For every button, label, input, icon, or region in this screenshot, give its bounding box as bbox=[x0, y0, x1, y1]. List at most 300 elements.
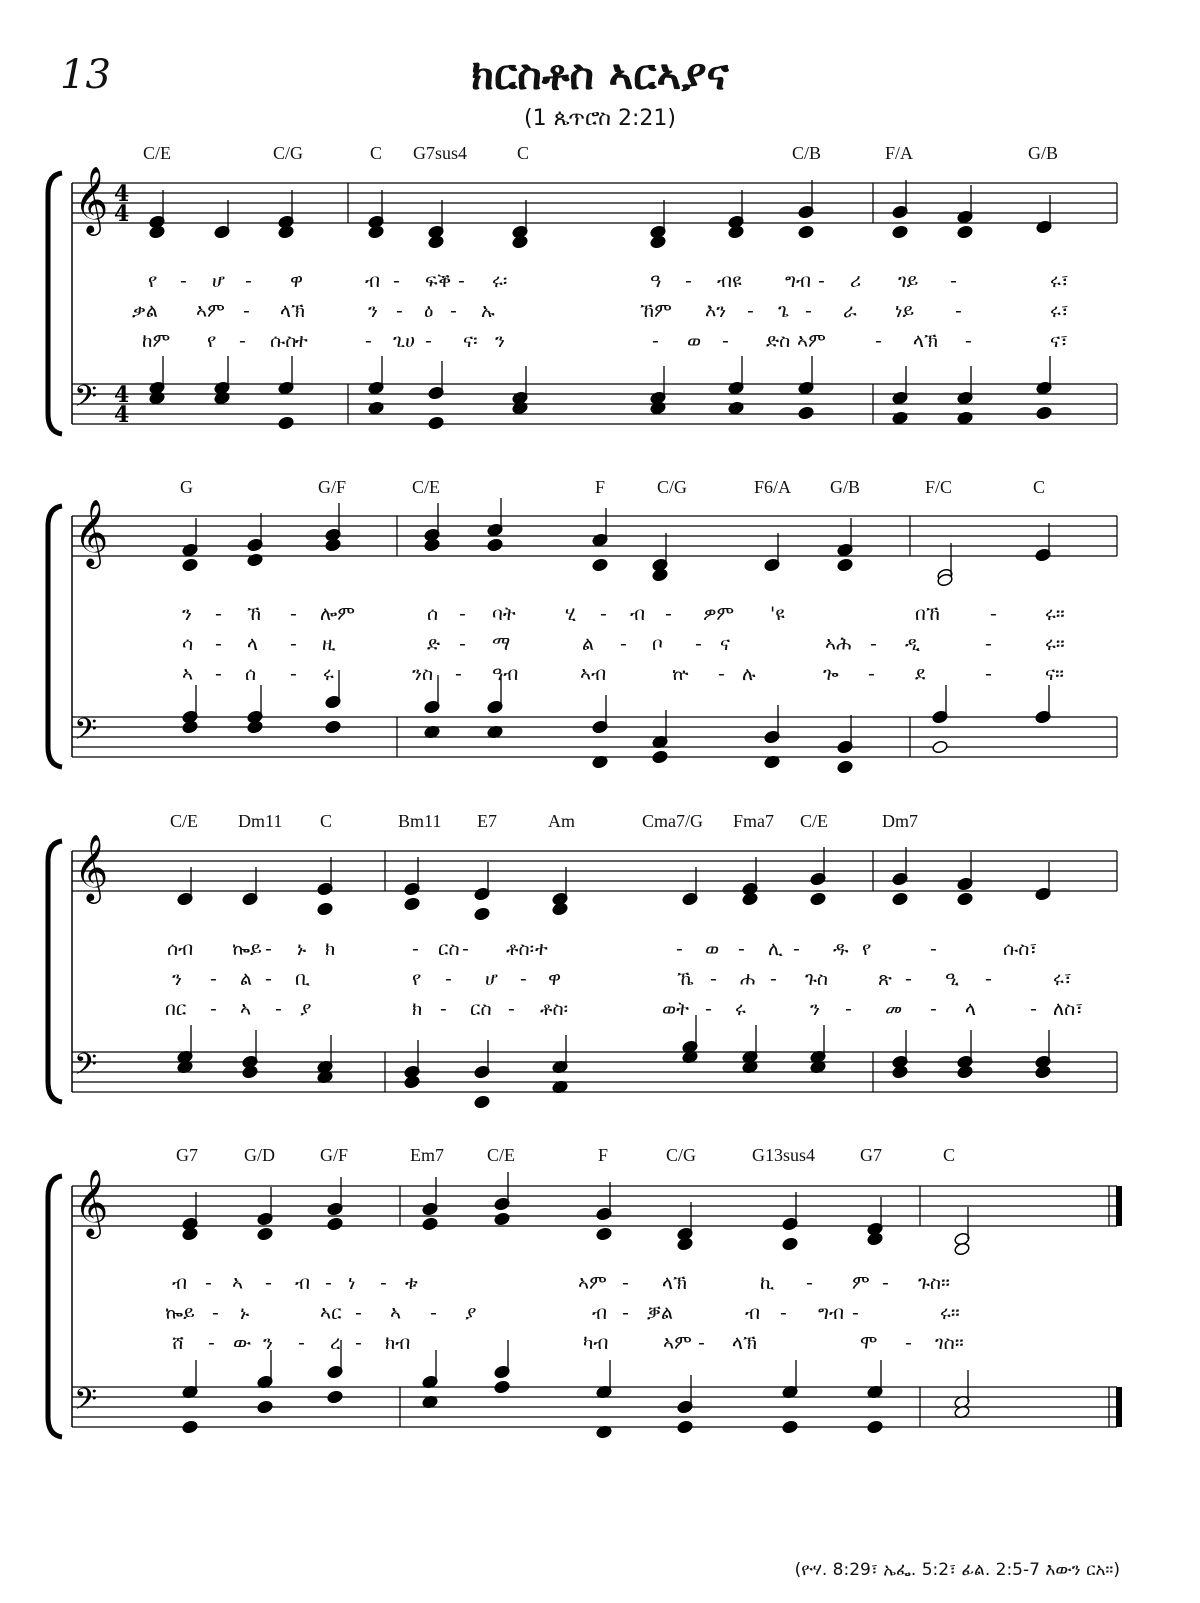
verse-3-syllable: - bbox=[455, 663, 462, 685]
treble-notehead bbox=[954, 1242, 971, 1256]
bass-notehead bbox=[257, 1400, 274, 1414]
bass-notehead bbox=[247, 720, 264, 734]
bass-notehead bbox=[677, 1420, 694, 1434]
treble-notehead bbox=[278, 225, 295, 239]
verse-3-syllable: - bbox=[705, 998, 712, 1020]
system-bracket bbox=[48, 173, 62, 434]
verse-2-syllable: ማ bbox=[492, 633, 511, 655]
treble-notehead bbox=[368, 225, 385, 239]
verse-3-syllable: - bbox=[1030, 998, 1037, 1020]
verse-1-syllable: ን bbox=[182, 603, 192, 625]
verse-1-syllable: - bbox=[676, 938, 683, 960]
verse-3-syllable: - bbox=[875, 330, 882, 352]
verse-1-syllable: ም bbox=[852, 1272, 870, 1294]
final-barline bbox=[1116, 1186, 1122, 1226]
verse-2-syllable: ላ bbox=[247, 633, 259, 655]
verse-1-syllable: - bbox=[393, 270, 400, 292]
treble-notehead bbox=[428, 235, 445, 249]
chord-symbol: G/B bbox=[1028, 143, 1059, 163]
bass-notehead bbox=[242, 1065, 259, 1079]
verse-1-syllable: ሂ bbox=[565, 603, 577, 625]
footer-reference: (ዮሃ. 8:29፣ ኤፌ. 5:2፣ ፊል. 2:5-7 እውን ርአ።) bbox=[794, 1560, 1120, 1580]
time-signature-numerator: 4 bbox=[114, 181, 130, 207]
hymn-number: 13 bbox=[60, 52, 111, 98]
verse-3-syllable: - bbox=[275, 998, 282, 1020]
verse-2-syllable: ሩ። bbox=[940, 1302, 960, 1324]
verse-3-syllable: ና፡ bbox=[463, 330, 478, 352]
verse-1-syllable: ክ bbox=[325, 938, 336, 960]
verse-2-syllable: እን bbox=[705, 300, 727, 322]
verse-3-syllable: ን bbox=[810, 998, 820, 1020]
verse-1-syllable: - bbox=[412, 938, 419, 960]
bass-notehead bbox=[327, 1390, 344, 1404]
time-signature-denominator: 4 bbox=[114, 201, 130, 227]
treble-notehead bbox=[892, 892, 909, 906]
chord-symbol: C bbox=[1033, 477, 1046, 497]
chord-symbol: C bbox=[517, 143, 530, 163]
verse-2-syllable: - bbox=[985, 968, 992, 990]
verse-3-syllable: ገስ። bbox=[935, 1332, 964, 1354]
bass-notehead bbox=[837, 760, 854, 774]
chord-symbol: C/E bbox=[800, 811, 829, 831]
verse-1-syllable: ኸ bbox=[247, 603, 262, 625]
verse-2-syllable: - bbox=[215, 633, 222, 655]
treble-notehead bbox=[494, 1212, 511, 1226]
verse-3-syllable: ኣም bbox=[663, 1332, 692, 1354]
bass-notehead bbox=[149, 391, 166, 405]
verse-1-syllable: ዎም bbox=[703, 603, 735, 625]
verse-3-syllable: ለስ፣ bbox=[1053, 998, 1084, 1020]
chord-symbol: C/G bbox=[657, 477, 688, 497]
verse-1-syllable: ርስ bbox=[438, 938, 460, 960]
bass-notehead bbox=[892, 411, 909, 425]
verse-1-syllable: - bbox=[458, 270, 465, 292]
verse-1-syllable: ኣ bbox=[232, 1272, 244, 1294]
verse-1-syllable: ዋ bbox=[290, 270, 304, 292]
verse-2-syllable: ያ bbox=[465, 1302, 477, 1324]
verse-3-syllable: ወት bbox=[662, 998, 689, 1020]
chord-symbol: C/G bbox=[273, 143, 304, 163]
treble-clef-icon: 𝄞 bbox=[74, 1168, 109, 1236]
chord-symbol: C bbox=[943, 1145, 956, 1165]
verse-3-syllable: ሰ bbox=[245, 663, 257, 685]
chord-symbol: G7 bbox=[860, 1145, 882, 1165]
verse-1-syllable: ነ bbox=[348, 1272, 356, 1294]
verse-2-syllable: ቢ bbox=[295, 968, 310, 990]
verse-3-syllable: ኣ bbox=[182, 663, 194, 685]
verse-2-syllable: ራ bbox=[843, 300, 857, 322]
verse-3-syllable: - bbox=[365, 330, 372, 352]
treble-notehead bbox=[512, 235, 529, 249]
treble-notehead bbox=[182, 1227, 199, 1241]
verse-1-syllable: ሩ፡ bbox=[492, 270, 508, 292]
verse-2-syllable: ጌ bbox=[778, 300, 790, 322]
verse-1-syllable: ሊ bbox=[768, 938, 783, 960]
verse-3-syllable: ተ bbox=[295, 330, 308, 352]
bass-notehead bbox=[1036, 406, 1053, 420]
verse-1-syllable: ኣም bbox=[578, 1272, 607, 1294]
verse-3-syllable: ና፣ bbox=[1050, 330, 1068, 352]
chord-symbol: G7 bbox=[176, 1145, 198, 1165]
treble-notehead bbox=[247, 553, 264, 567]
bass-notehead bbox=[278, 416, 295, 430]
verse-1-syllable: - bbox=[930, 938, 937, 960]
system-bracket bbox=[48, 841, 62, 1102]
verse-3-syllable: ካብ bbox=[583, 1332, 609, 1354]
treble-notehead bbox=[798, 225, 815, 239]
time-signature-numerator: 4 bbox=[114, 382, 130, 408]
treble-clef-icon: 𝄞 bbox=[74, 498, 109, 566]
verse-1-syllable: - bbox=[950, 270, 957, 292]
verse-3-syllable: ያ bbox=[300, 998, 312, 1020]
treble-clef-icon: 𝄞 bbox=[74, 833, 109, 901]
verse-3-syllable: መ bbox=[885, 998, 903, 1020]
treble-notehead bbox=[552, 902, 569, 916]
chord-symbol: C/E bbox=[487, 1145, 516, 1165]
chord-symbol: F bbox=[598, 1145, 609, 1165]
verse-3-syllable: - bbox=[215, 663, 222, 685]
verse-3-syllable: በር bbox=[165, 998, 187, 1020]
bass-clef-icon: 𝄢 bbox=[74, 1383, 98, 1424]
bass-clef-icon: 𝄢 bbox=[74, 713, 98, 754]
verse-3-syllable: ን bbox=[495, 330, 505, 352]
verse-2-syllable: ዕ bbox=[424, 300, 434, 322]
chord-symbol: Em7 bbox=[410, 1145, 444, 1165]
verse-3-syllable: ክ bbox=[412, 998, 423, 1020]
chord-symbol: F/C bbox=[925, 477, 953, 497]
treble-notehead bbox=[592, 558, 609, 572]
treble-notehead bbox=[404, 897, 421, 911]
verse-1-syllable: ሰብ bbox=[167, 938, 194, 960]
verse-2-syllable: ል bbox=[582, 633, 595, 655]
verse-3-syllable: ኣ bbox=[240, 998, 252, 1020]
verse-2-syllable: - bbox=[852, 1302, 859, 1324]
verse-1-syllable: ቱ bbox=[405, 1272, 418, 1294]
chord-symbol: F bbox=[595, 477, 606, 497]
verse-3-syllable: ኣብ bbox=[580, 663, 607, 685]
bass-notehead bbox=[892, 1065, 909, 1079]
chord-symbol: Fma7 bbox=[733, 811, 775, 831]
treble-notehead bbox=[810, 892, 827, 906]
verse-2-syllable: ል bbox=[240, 968, 253, 990]
chord-symbol: C/E bbox=[412, 477, 441, 497]
verse-3-syllable: ን bbox=[263, 1332, 273, 1354]
verse-1-syllable: - bbox=[818, 270, 825, 292]
verse-2-syllable: - bbox=[805, 300, 812, 322]
verse-3-syllable: - bbox=[698, 1332, 705, 1354]
verse-3-syllable: ጊሀ bbox=[393, 330, 416, 352]
verse-3-syllable: - bbox=[290, 663, 297, 685]
treble-clef-icon: 𝄞 bbox=[74, 165, 109, 233]
system-bracket bbox=[48, 1176, 62, 1437]
verse-2-syllable: ዲ bbox=[905, 633, 921, 655]
verse-1-syllable: - bbox=[665, 603, 672, 625]
verse-2-syllable: - bbox=[747, 300, 754, 322]
verse-2-syllable: - bbox=[520, 968, 527, 990]
verse-1-syllable: 'ዩ bbox=[770, 603, 785, 625]
treble-notehead bbox=[650, 235, 667, 249]
treble-notehead bbox=[424, 538, 441, 552]
chord-symbol: E7 bbox=[477, 811, 497, 831]
verse-2-syllable: - bbox=[870, 633, 877, 655]
treble-notehead bbox=[325, 538, 342, 552]
verse-3-syllable: ደ bbox=[915, 663, 926, 685]
verse-2-syllable: - bbox=[445, 968, 452, 990]
verse-2-syllable: ሩ፣ bbox=[1050, 300, 1069, 322]
verse-2-syllable: ብ bbox=[745, 1302, 761, 1324]
verse-3-syllable: - bbox=[440, 998, 447, 1020]
verse-2-syllable: ነይ bbox=[895, 300, 915, 322]
system-bracket bbox=[48, 506, 62, 767]
bass-notehead bbox=[182, 1420, 199, 1434]
verse-1-syllable: በኸ bbox=[915, 603, 941, 625]
verse-2-syllable: - bbox=[985, 633, 992, 655]
verse-2-syllable: ኣ bbox=[390, 1302, 402, 1324]
bass-notehead bbox=[782, 1420, 799, 1434]
verse-2-syllable: - bbox=[770, 968, 777, 990]
verse-2-syllable: - bbox=[622, 1302, 629, 1324]
bass-notehead bbox=[728, 401, 745, 415]
verse-2-syllable: ኰይ bbox=[165, 1302, 195, 1324]
verse-2-syllable: ቓል bbox=[647, 1302, 674, 1324]
verse-1-syllable: ኪ bbox=[760, 1272, 775, 1294]
treble-notehead bbox=[327, 1217, 344, 1231]
chord-symbol: G/F bbox=[320, 1145, 349, 1165]
verse-3-syllable: ወ bbox=[687, 330, 702, 352]
verse-3-syllable: ቶስ፡ bbox=[540, 998, 569, 1020]
verse-1-syllable: - bbox=[180, 270, 187, 292]
treble-notehead bbox=[652, 568, 669, 582]
bass-notehead bbox=[798, 406, 815, 420]
verse-3-syllable: ጐ bbox=[823, 663, 839, 685]
verse-1-syllable: - bbox=[265, 938, 272, 960]
bass-notehead bbox=[932, 740, 949, 754]
chord-symbol: Cma7/G bbox=[642, 811, 703, 831]
chord-symbol: G/B bbox=[830, 477, 861, 497]
treble-notehead bbox=[596, 1227, 613, 1241]
verse-1-syllable: ጉስ። bbox=[918, 1272, 950, 1294]
chord-symbol: F/A bbox=[885, 143, 914, 163]
verse-1-syllable: ገይ bbox=[898, 270, 919, 292]
verse-2-syllable: ዋ bbox=[548, 968, 562, 990]
verse-2-syllable: ቃል bbox=[132, 300, 158, 322]
bass-clef-icon: 𝄢 bbox=[74, 1048, 98, 1089]
verse-1-syllable: ባት bbox=[492, 603, 516, 625]
treble-notehead bbox=[422, 1217, 439, 1231]
treble-notehead bbox=[742, 892, 759, 906]
verse-2-syllable: ግብ bbox=[818, 1302, 845, 1324]
treble-notehead bbox=[728, 225, 745, 239]
time-signature-denominator: 4 bbox=[114, 402, 130, 428]
chord-symbol: C/E bbox=[143, 143, 172, 163]
verse-1-syllable: ሱስ፣ bbox=[1003, 938, 1038, 960]
verse-1-syllable: ብ bbox=[172, 1272, 188, 1294]
verse-2-syllable: - bbox=[210, 968, 217, 990]
verse-1-syllable: ሪ bbox=[850, 270, 862, 292]
bass-notehead bbox=[368, 401, 385, 415]
verse-2-syllable: ኑ bbox=[240, 1302, 250, 1324]
verse-3-syllable: - bbox=[652, 330, 659, 352]
verse-2-syllable: ኣር bbox=[320, 1302, 342, 1324]
bass-notehead bbox=[650, 401, 667, 415]
verse-1-syllable: - bbox=[462, 938, 469, 960]
bass-notehead bbox=[652, 750, 669, 764]
verse-3-syllable: ንስ bbox=[412, 663, 434, 685]
verse-1-syllable: ቶስ፡ bbox=[506, 938, 535, 960]
treble-notehead bbox=[677, 1237, 694, 1251]
verse-3-syllable: - bbox=[845, 998, 852, 1020]
verse-2-syllable: ኡ bbox=[481, 300, 495, 322]
verse-3-syllable: - bbox=[355, 1332, 362, 1354]
verse-2-syllable: ን bbox=[368, 300, 378, 322]
final-barline bbox=[1116, 1387, 1122, 1427]
verse-3-syllable: - bbox=[868, 663, 875, 685]
verse-3-syllable: - bbox=[985, 663, 992, 685]
verse-2-syllable: ኸም bbox=[640, 300, 672, 322]
chord-symbol: C bbox=[370, 143, 383, 163]
verse-1-syllable: ፍቕ bbox=[425, 270, 452, 292]
chord-symbol: C/G bbox=[666, 1145, 697, 1165]
verse-1-syllable: ብ bbox=[365, 270, 381, 292]
verse-2-syllable: ኣም bbox=[196, 300, 225, 322]
verse-1-syllable: ላኽ bbox=[662, 1272, 687, 1294]
verse-3-syllable: ርስ bbox=[470, 998, 492, 1020]
treble-notehead bbox=[782, 1237, 799, 1251]
verse-3-syllable: ሩ bbox=[735, 998, 746, 1020]
verse-2-syllable: - bbox=[459, 633, 466, 655]
bass-notehead bbox=[957, 411, 974, 425]
verse-2-syllable: ኼ bbox=[677, 968, 694, 990]
verse-3-syllable: - bbox=[718, 663, 725, 685]
bass-notehead bbox=[957, 1065, 974, 1079]
verse-3-syllable: ኵ bbox=[672, 663, 689, 685]
treble-notehead bbox=[957, 225, 974, 239]
verse-2-syllable: ብ bbox=[592, 1302, 608, 1324]
verse-1-syllable: ሎም bbox=[320, 603, 355, 625]
verse-3-syllable: - bbox=[239, 330, 246, 352]
bass-notehead bbox=[182, 720, 199, 734]
verse-3-syllable: ላ bbox=[965, 998, 977, 1020]
treble-notehead bbox=[892, 225, 909, 239]
verse-1-syllable: - bbox=[882, 1272, 889, 1294]
verse-1-syllable: - bbox=[215, 603, 222, 625]
verse-1-syllable: - bbox=[459, 603, 466, 625]
verse-1-syllable: - bbox=[265, 1272, 272, 1294]
verse-3-syllable: - bbox=[965, 330, 972, 352]
verse-2-syllable: ና bbox=[720, 633, 731, 655]
verse-1-syllable: ብ bbox=[630, 603, 646, 625]
verse-1-syllable: - bbox=[600, 603, 607, 625]
verse-2-syllable: ጉስ bbox=[805, 968, 829, 990]
treble-notehead bbox=[257, 1227, 274, 1241]
bass-notehead bbox=[428, 416, 445, 430]
chord-symbol: G13sus4 bbox=[752, 1145, 816, 1165]
verse-1-syllable: - bbox=[793, 938, 800, 960]
chord-symbol: F6/A bbox=[754, 477, 792, 497]
bass-notehead bbox=[512, 401, 529, 415]
verse-2-syllable: - bbox=[905, 968, 912, 990]
chord-symbol: G/F bbox=[318, 477, 347, 497]
chord-symbol: C/E bbox=[170, 811, 199, 831]
chord-symbol: G bbox=[180, 477, 193, 497]
bass-notehead bbox=[474, 1095, 491, 1109]
verse-2-syllable: ን bbox=[172, 968, 182, 990]
verse-2-syllable: ኣሕ bbox=[825, 633, 852, 655]
verse-3-syllable: ሸ bbox=[172, 1332, 184, 1354]
verse-3-syllable: ና። bbox=[1045, 663, 1064, 685]
treble-notehead bbox=[182, 558, 199, 572]
treble-notehead bbox=[487, 538, 504, 552]
scripture-reference: (1 ጴጥሮስ 2:21) bbox=[524, 106, 676, 131]
verse-1-syllable: ተ bbox=[535, 938, 548, 960]
verse-3-syllable: - bbox=[722, 330, 729, 352]
verse-1-syllable: - bbox=[990, 603, 997, 625]
verse-2-syllable: ሳ bbox=[182, 633, 194, 655]
verse-1-syllable: ብዩ bbox=[717, 270, 742, 292]
verse-1-syllable: ሩ፣ bbox=[1050, 270, 1069, 292]
bass-notehead bbox=[214, 391, 231, 405]
verse-2-syllable: - bbox=[710, 968, 717, 990]
verse-2-syllable: ጽ bbox=[878, 968, 892, 990]
verse-1-syllable: ብ bbox=[295, 1272, 311, 1294]
verse-3-syllable: - bbox=[298, 1332, 305, 1354]
chord-symbol: Bm11 bbox=[398, 811, 442, 831]
verse-1-syllable: ኰይ bbox=[232, 938, 262, 960]
verse-2-syllable: - bbox=[265, 968, 272, 990]
verse-2-syllable: የ bbox=[412, 968, 422, 990]
verse-2-syllable: - bbox=[620, 633, 627, 655]
treble-notehead bbox=[957, 892, 974, 906]
chord-symbol: G7sus4 bbox=[413, 143, 468, 163]
verse-2-syllable: ሐ bbox=[740, 968, 756, 990]
verse-3-syllable: ሱስ bbox=[270, 330, 297, 352]
verse-1-syllable: - bbox=[622, 1272, 629, 1294]
chord-symbol: Dm11 bbox=[238, 811, 283, 831]
verse-2-syllable: ላኽ bbox=[280, 300, 305, 322]
treble-notehead bbox=[867, 1232, 884, 1246]
verse-1-syllable: ኑ bbox=[297, 938, 307, 960]
verse-1-syllable: - bbox=[380, 1272, 387, 1294]
chord-symbol: C/B bbox=[792, 143, 822, 163]
verse-3-syllable: - bbox=[930, 998, 937, 1020]
verse-3-syllable: - bbox=[905, 1332, 912, 1354]
bass-notehead bbox=[494, 1380, 511, 1394]
verse-3-syllable: ዓብ bbox=[492, 663, 519, 685]
chord-symbol: G/D bbox=[244, 1145, 275, 1165]
verse-2-syllable: ሩ። bbox=[1045, 633, 1065, 655]
verse-1-syllable: የ bbox=[148, 270, 158, 292]
verse-3-syllable: ረ bbox=[330, 1332, 341, 1354]
verse-1-syllable: ዓ bbox=[650, 270, 662, 292]
verse-1-syllable: የ bbox=[862, 938, 872, 960]
verse-1-syllable: ሰ bbox=[427, 603, 439, 625]
verse-2-syllable: - bbox=[396, 300, 403, 322]
verse-2-syllable: - bbox=[780, 1302, 787, 1324]
verse-2-syllable: - bbox=[243, 300, 250, 322]
verse-3-syllable: ሩ bbox=[323, 663, 334, 685]
verse-2-syllable: ቦ bbox=[652, 633, 663, 655]
chord-symbol: C bbox=[320, 811, 333, 831]
verse-1-syllable: - bbox=[290, 603, 297, 625]
verse-3-syllable: - bbox=[210, 998, 217, 1020]
verse-2-syllable: ዒ bbox=[945, 968, 960, 990]
verse-1-syllable: ግብ bbox=[785, 270, 812, 292]
verse-1-syllable: - bbox=[245, 270, 252, 292]
treble-notehead bbox=[837, 558, 854, 572]
verse-2-syllable: - bbox=[955, 300, 962, 322]
verse-1-syllable: ሩ። bbox=[1045, 603, 1065, 625]
verse-3-syllable: ከም bbox=[142, 330, 171, 352]
